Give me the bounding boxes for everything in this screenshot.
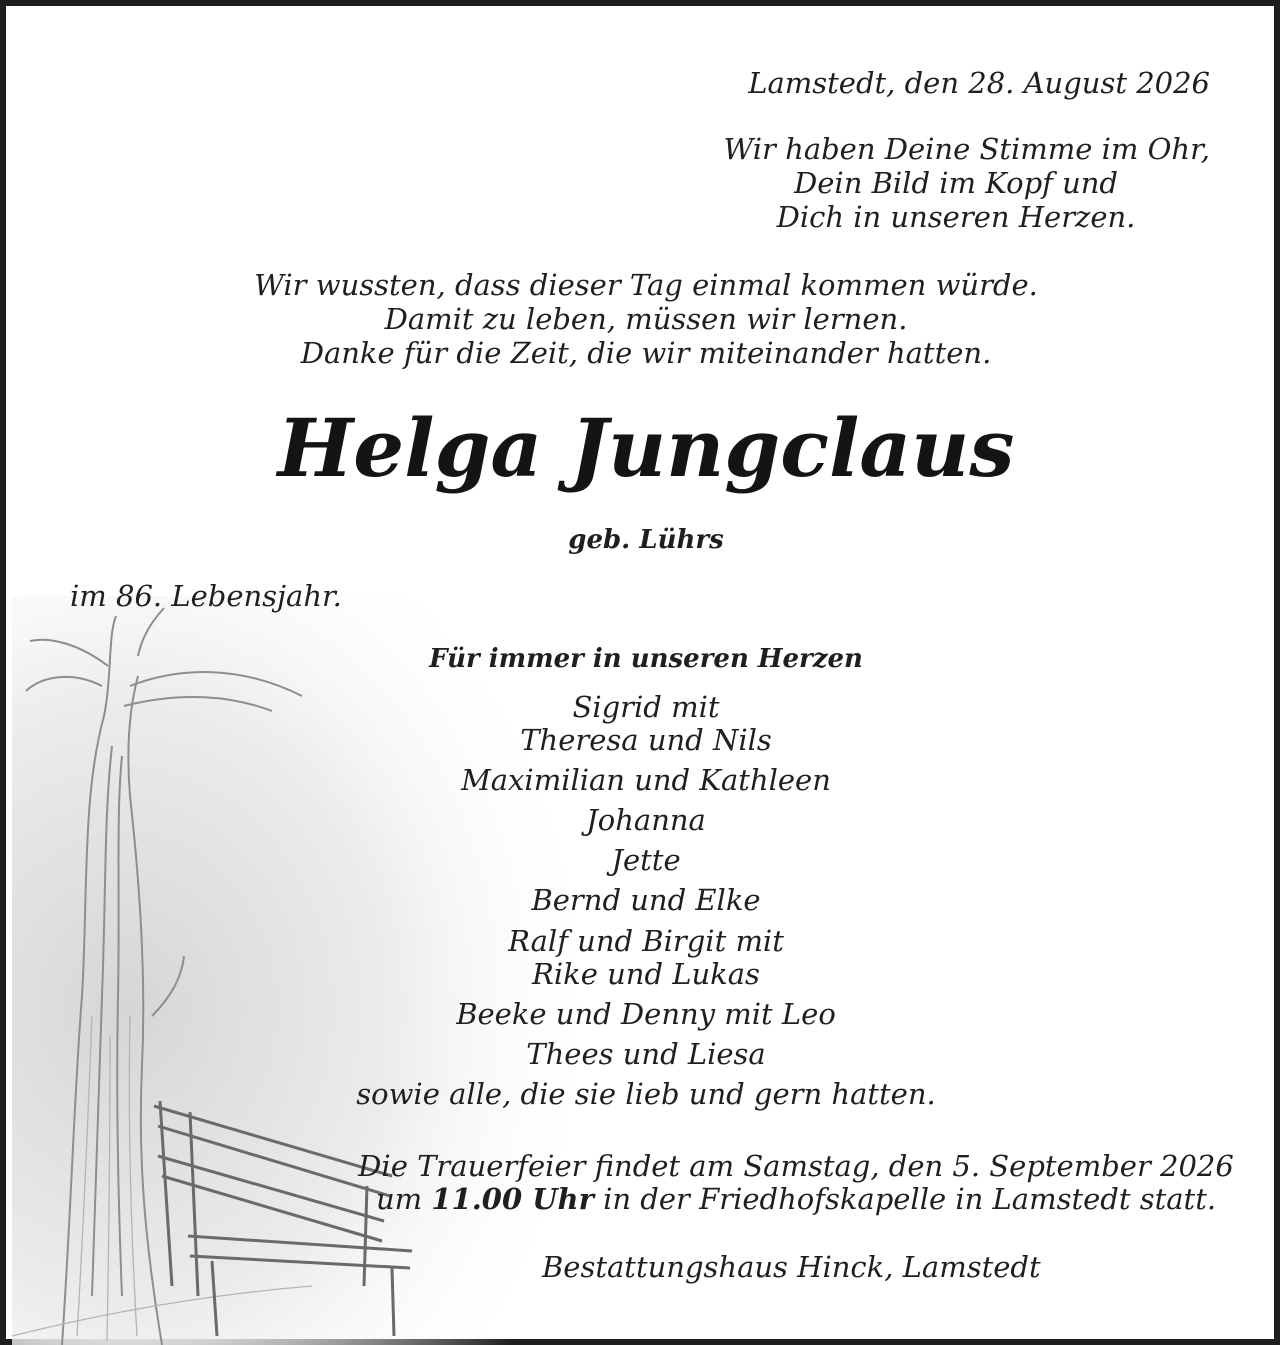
funeral-home: Bestattungshaus Hinck, Lamstedt — [542, 1250, 1041, 1284]
maiden-name: geb. Lührs — [568, 525, 724, 555]
mourner-line: Johanna — [586, 803, 706, 837]
poem2-line-3: Danke für die Zeit, die wir miteinander hatten. — [300, 336, 992, 370]
mourner-line: Bernd und Elke — [531, 883, 761, 917]
mourner-line: Beeke und Denny mit Leo — [456, 997, 836, 1031]
mourner-line: sowie alle, die sie lieb und gern hatten. — [356, 1077, 936, 1111]
date-line: Lamstedt, den 28. August 2026 — [748, 66, 1210, 100]
service-time: 11.00 Uhr — [431, 1182, 594, 1216]
mourners-heading: Für immer in unseren Herzen — [429, 644, 863, 674]
mourner-line: Jette — [611, 843, 681, 877]
service-line-2 — [346, 1182, 1246, 1216]
poem2-line-1: Wir wussten, dass dieser Tag einmal kommen würde. — [254, 268, 1038, 302]
mourner-line: Sigrid mit — [572, 690, 720, 724]
mourner-line: Rike und Lukas — [532, 957, 760, 991]
mourner-line: Ralf und Birgit mit — [508, 924, 784, 958]
poem1-line-2: Dein Bild im Kopf und — [794, 166, 1118, 200]
mourner-line: Thees und Liesa — [526, 1037, 766, 1071]
age-line: im 86. Lebensjahr. — [70, 579, 342, 613]
poem1-line-3: Dich in unseren Herzen. — [776, 200, 1136, 234]
mourner-line: Maximilian und Kathleen — [461, 763, 831, 797]
poem2-line-2: Damit zu leben, müssen wir lernen. — [384, 302, 908, 336]
poem1-line-1: Wir haben Deine Stimme im Ohr, — [723, 132, 1210, 166]
service-line-2-pre: um — [375, 1182, 423, 1216]
service-line-2-post: in der Friedhofskapelle in Lamstedt statt. — [603, 1182, 1217, 1216]
deceased-name: Helga Jungclaus — [277, 401, 1015, 495]
service-line-1: Die Trauerfeier findet am Samstag, den 5. September 2026 — [358, 1149, 1234, 1183]
mourner-line: Theresa und Nils — [520, 723, 772, 757]
